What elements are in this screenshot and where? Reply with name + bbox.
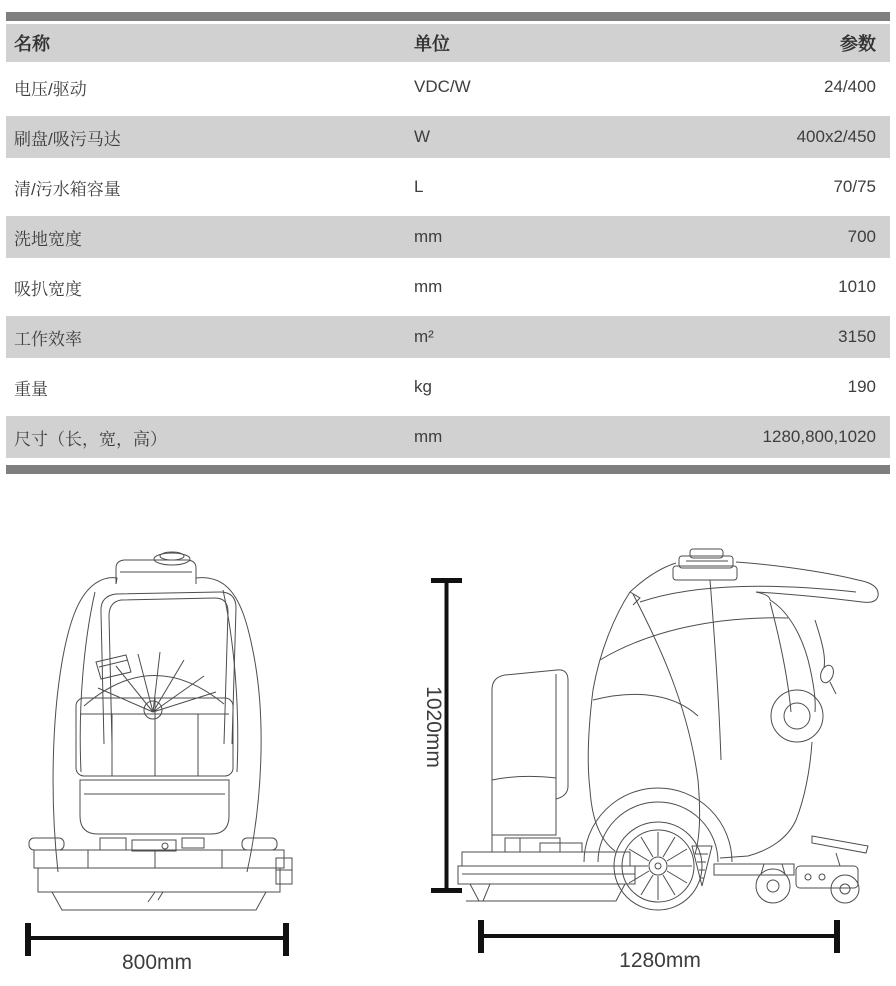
column-header-value: 参数 — [840, 34, 876, 54]
cell-value: 70/75 — [833, 177, 876, 196]
cell-unit: W — [414, 127, 431, 146]
table-row — [6, 262, 890, 312]
table-row — [6, 62, 890, 112]
cell-unit: L — [414, 177, 424, 196]
table-header-row — [6, 24, 890, 62]
cell-unit: mm — [414, 427, 443, 446]
cell-value: 190 — [847, 377, 876, 396]
column-header-name: 名称 — [14, 34, 50, 54]
table-row — [6, 312, 890, 362]
side-length-label: 1280mm — [619, 949, 701, 972]
table-row — [6, 112, 890, 162]
cell-value: 1280,800,1020 — [762, 427, 876, 446]
cell-value: 400x2/450 — [796, 127, 876, 146]
cell-value: 1010 — [838, 277, 876, 296]
cell-value: 24/400 — [824, 77, 876, 96]
length-dimension-1280 — [479, 920, 839, 972]
cell-name: 重量 — [14, 379, 48, 399]
dimension-diagrams — [0, 535, 896, 986]
table-top-bar — [6, 12, 890, 21]
front-view-drawing — [29, 552, 292, 910]
cell-name: 清/污水箱容量 — [14, 179, 121, 199]
spec-table — [6, 12, 890, 474]
side-height-label: 1020mm — [422, 686, 445, 768]
cell-unit: kg — [414, 377, 432, 396]
table-bottom-bar — [6, 465, 890, 474]
cell-name: 电压/驱动 — [14, 79, 87, 99]
cell-value: 700 — [847, 227, 876, 246]
cell-name: 工作效率 — [14, 329, 82, 349]
cell-unit: mm — [414, 227, 443, 246]
cell-name: 尺寸（长，宽，高） — [14, 429, 167, 449]
table-row — [6, 362, 890, 412]
cell-value: 3150 — [838, 327, 876, 346]
cell-unit: mm — [414, 277, 443, 296]
side-view-drawing — [458, 549, 878, 910]
cell-name: 刷盘/吸污马达 — [14, 129, 121, 149]
cell-unit: m² — [414, 327, 434, 346]
column-header-unit: 单位 — [414, 34, 450, 54]
cell-name: 洗地宽度 — [14, 229, 82, 249]
front-width-label: 800mm — [121, 951, 193, 974]
table-body — [6, 62, 890, 462]
table-row — [6, 212, 890, 262]
cell-name: 吸扒宽度 — [14, 279, 82, 299]
table-row — [6, 412, 890, 462]
table-row — [6, 162, 890, 212]
height-dimension-1020 — [422, 580, 462, 891]
cell-unit: VDC/W — [414, 77, 471, 96]
width-dimension-800 — [26, 923, 288, 974]
